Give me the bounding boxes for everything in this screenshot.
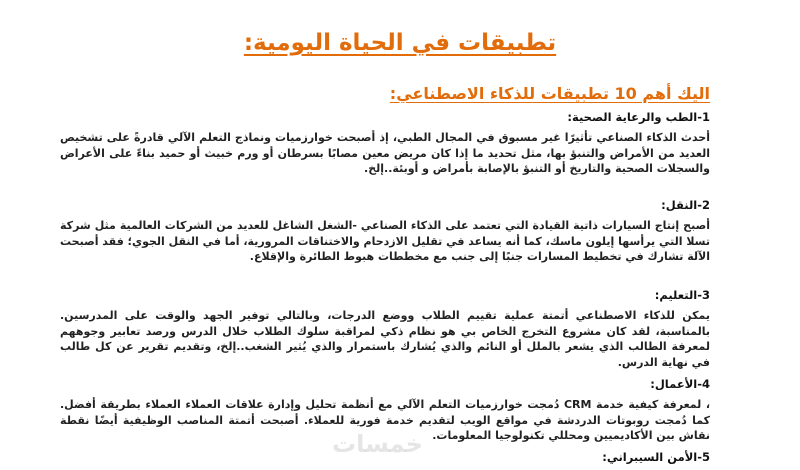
section-heading: 1-الطب والرعاية الصحية: (567, 110, 710, 124)
section-heading: 5-الأمن السيبراني: (602, 450, 710, 464)
section-education (60, 288, 710, 370)
section-text: أحدث الذكاء الصناعي تأثيرًا غير مسبوق في المجال الطبي، إذ أصبحت خوارزميات ونماذج التعلم الآلي قادرةً على تشخيص العديد من الأمراض والتنبؤ بها، مثل تحديد ما إذا كان مريض معين مصابًا بسرطان أو ورم خبيث أو حميد بناءً على الأعراض والسجلات الصحية والتاريخ أو التنبؤ بالإصابة بأمراض و أوبئة..إلخ. (60, 131, 710, 175)
section-transport (60, 198, 710, 265)
section-heading: 2-النقل: (661, 198, 710, 212)
section-text: يمكن للذكاء الاصطناعي أتمتة عملية تقييم الطلاب ووضع الدرجات، وبالتالي توفير الجهد والوقت على المدرسين. بالمناسبة، لقد كان مشروع التخرج الخاص بي هو نظام ذكي لمراقبة سلوك الطلاب خلال الدرس ورصد تعابير وجوههم لمعرفة الطالب الذي يشعر بالملل أو النائم والذي يُشارك باستمرار والذي يُثير الشغب..إلخ، وتقديم تقرير عن كل طالب في نهاية الدرس. (60, 309, 710, 369)
section-text: أصبح إنتاج السيارات ذاتية القيادة التي تعتمد على الذكاء الصناعي -الشغل الشاغل للعديد من الشركات العالمية مثل شركة تسلا التي يرأسها إيلون ماسك، كما أنه يساعد في تقليل الازدحام والاختناقات المرورية، أما في النقل الجوي؛ فقد أصبحت الآلة تشارك في تخطيط المسارات جنبًا إلى جنب مع مخططات هبوط الطائرة والإقلاع. (60, 219, 710, 263)
document-subtitle: اليك أهم 10 تطبيقات للذكاء الاصطناعي: (389, 84, 710, 103)
section-heading: 3-التعليم: (654, 288, 710, 302)
section-text: ، لمعرفة كيفية خدمة CRM دُمجت خوارزميات التعلم الآلي مع أنظمة تحليل وإدارة علاقات العملاء العملاء بطريقة أفضل. كما دُمجت روبوتات الدردشة في مواقع الويب لتقديم خدمة فورية للعملاء. أصبحت أتمتة المناصب الوظيفية أيضًا نقطة نقاش بين الأكاديميين ومحللي تكنولوجيا المعلومات. (60, 398, 711, 442)
document-title: تطبيقات في الحياة اليومية: (243, 30, 557, 56)
section-medicine (60, 110, 710, 177)
section-heading: 4-الأعمال: (650, 377, 710, 391)
watermark-logo: خمسات (332, 430, 423, 458)
